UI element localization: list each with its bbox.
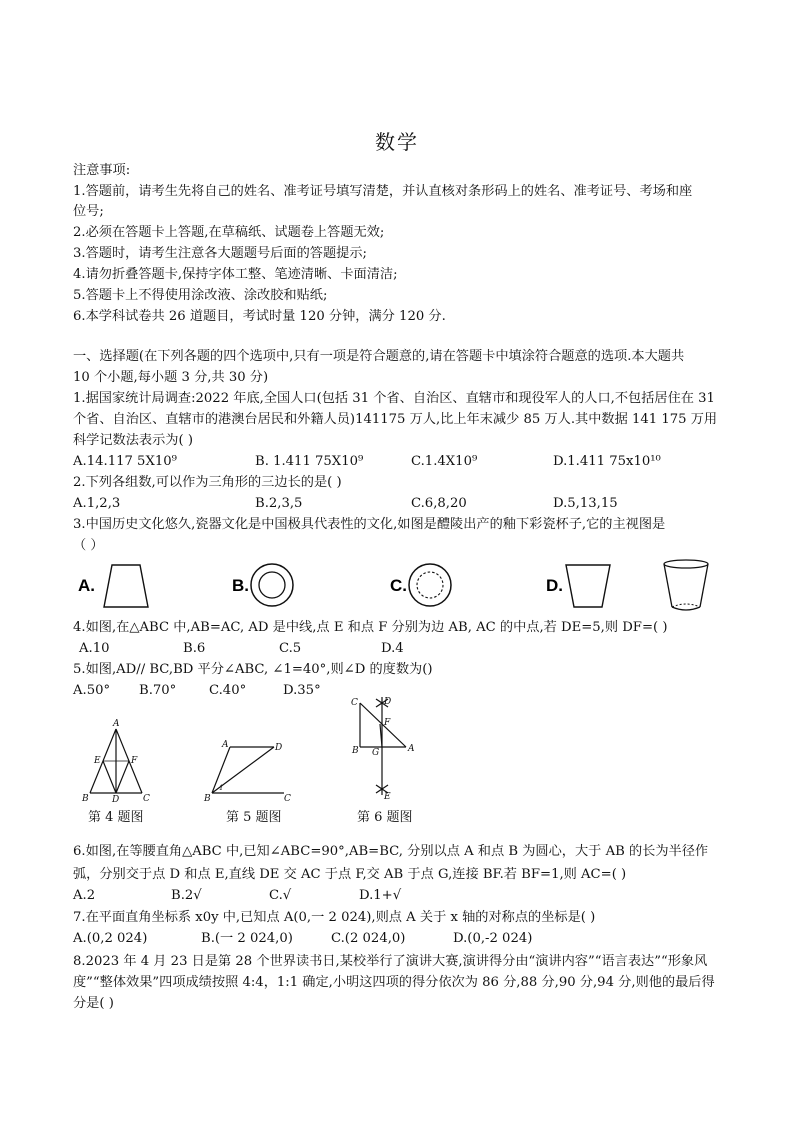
- question-7-options: [73, 931, 723, 947]
- option-d: D.35°: [283, 683, 321, 698]
- notice-heading: 注意事项:: [73, 163, 131, 178]
- figure-4-caption: 第 4 题图: [88, 810, 144, 825]
- angle-label: 1: [219, 784, 224, 792]
- point-label: B: [82, 794, 89, 804]
- trapezoid-shape: [104, 565, 148, 607]
- option-a: A.50°: [73, 683, 111, 698]
- point-label: B: [204, 794, 211, 804]
- point-label: A: [222, 740, 229, 750]
- option-c: C.(2 024,0): [331, 931, 406, 946]
- question-3-text: 3.中国历史文化悠久,瓷器文化是中国极具代表性的文化,如图是醴陵出产的釉下彩瓷杯子,它的主视图是: [73, 517, 666, 532]
- option-d: D.(0,-2 024): [453, 931, 533, 946]
- dashed-circle-shape: [417, 572, 443, 598]
- notice-item: 位号;: [73, 204, 104, 219]
- point-label: A: [408, 744, 415, 754]
- option-a: A.14.117 5X10⁹: [73, 454, 177, 469]
- question-8-text: 分是( ): [73, 996, 114, 1011]
- point-label: D: [275, 743, 283, 753]
- question-6-text: 弧，分别交于点 D 和点 E,直线 DE 交 AC 于点 F,交 AB 于点 G,连接 BF.若 BF=1,则 AC=( ): [73, 867, 627, 882]
- figure-6: [360, 697, 406, 795]
- point-label: D: [384, 697, 392, 707]
- outer-circle-shape: [409, 564, 451, 606]
- question-2-text: 2.下列各组数,可以作为三角形的三边长的是( ): [73, 475, 342, 490]
- point-label: F: [131, 756, 138, 766]
- choice-letter-d: D.: [546, 576, 563, 595]
- point-label: E: [94, 756, 101, 766]
- section-heading-cont: 10 个小题,每小题 3 分,共 30 分): [73, 370, 269, 385]
- question-8-text: 度”“整体效果”四项成绩按照 4:4，1:1 确定,小明这四项的得分依次为 86 分,88 分,90 分,94 分,则他的最后得: [73, 975, 715, 990]
- notice-item: 4.请勿折叠答题卡,保持字体工整、笔迹清晰、卡面清洁;: [73, 267, 398, 282]
- question-7-text: 7.在平面直角坐标系 x0y 中,已知点 A(0,一 2 024),则点 A 关于 x 轴的对称点的坐标是( ): [73, 910, 596, 925]
- option-c: C.40°: [209, 683, 247, 698]
- notice-item: 6.本学科试卷共 26 道题目，考试时量 120 分钟，满分 120 分.: [73, 309, 446, 324]
- inner-circle-shape: [259, 572, 285, 598]
- option-d: D.1.411 75x10¹⁰: [553, 454, 661, 469]
- question-5-text: 5.如图,AD// BC,BD 平分∠ABC, ∠1=40°,则∠D 的度数为(): [73, 662, 433, 677]
- option-b: B. 1.411 75X10⁹: [255, 454, 364, 469]
- option-a: A.1,2,3: [73, 496, 121, 511]
- point-label: C: [351, 698, 358, 708]
- point-label: A: [113, 719, 120, 729]
- option-b: B.(一 2 024,0): [201, 931, 293, 946]
- option-b: B.6: [183, 641, 206, 656]
- question-4-options: [73, 641, 723, 657]
- option-b: B.2,3,5: [255, 496, 303, 511]
- question-6-text: 6.如图,在等腰直角△ABC 中,已知∠ABC=90°,AB=BC, 分别以点 A 和点 B 为圆心，大于 AB 的长为半径作: [73, 844, 709, 859]
- option-b: B.2√: [171, 888, 202, 903]
- point-label: E: [384, 792, 391, 802]
- option-b: B.70°: [139, 683, 177, 698]
- point-label: B: [352, 746, 359, 756]
- question-6-options: [73, 888, 723, 904]
- choice-letter-a: A.: [78, 576, 95, 595]
- question-1-text: 1.据国家统计局调查:2022 年底,全国人口(包括 31 个省、自治区、直辖市和现役军人的人口,不包括居住在 31: [73, 391, 715, 406]
- page-title: 数学: [375, 130, 419, 154]
- question-1-text: 科学记数法表示为( ): [73, 433, 193, 448]
- question-1-text: 个省、自治区、直辖市的港澳台居民和外籍人员)141175 万人,比上年末减少 85 万人.其中数据 141 175 万用: [73, 412, 718, 427]
- choice-letter-b: B.: [232, 576, 249, 595]
- question-2-options: [73, 496, 723, 512]
- point-label: D: [112, 795, 120, 805]
- question-3-text: （ ）: [73, 538, 104, 553]
- option-a: A.10: [79, 641, 110, 656]
- section-heading: 一、选择题(在下列各题的四个选项中,只有一项是符合题意的,请在答题卡中填涂符合题意的选项.本大题共: [73, 349, 685, 364]
- point-label: C: [143, 794, 150, 804]
- inverted-trapezoid-shape: [566, 565, 610, 607]
- notice-item: 2.必须在答题卡上答题,在草稿纸、试题卷上答题无效;: [73, 225, 385, 240]
- notice-item: 1.答题前，请考生先将自己的姓名、准考证号填写清楚，并认直核对条形码上的姓名、准考证号、考场和座: [73, 184, 693, 199]
- cup-picture: [664, 560, 708, 610]
- question-1-options: [73, 454, 723, 470]
- option-a: A.(0,2 024): [73, 931, 148, 946]
- option-d: D.4: [381, 641, 404, 656]
- geometry-figures: [70, 695, 440, 807]
- question-3-figures: [60, 555, 740, 617]
- notice-item: 5.答题卡上不得使用涂改液、涂改胶和贴纸;: [73, 288, 328, 303]
- point-label: F: [384, 718, 391, 728]
- notice-item: 3.答题时，请考生注意各大题题号后面的答题提示;: [73, 246, 367, 261]
- choice-letter-c: C.: [390, 576, 407, 595]
- point-label: G: [372, 748, 380, 758]
- outer-circle-shape: [251, 564, 293, 606]
- option-d: D.1+√: [359, 888, 402, 903]
- question-4-text: 4.如图,在△ABC 中,AB=AC, AD 是中线,点 E 和点 F 分别为边 AB, AC 的中点,若 DE=5,则 DF=( ): [73, 620, 668, 635]
- question-8-text: 8.2023 年 4 月 23 日是第 28 个世界读书日,某校举行了演讲大赛,演讲得分由“演讲内容”“语言表达”“形象风: [73, 954, 708, 969]
- option-a: A.2: [73, 888, 96, 903]
- option-c: C.√: [269, 888, 292, 903]
- figure-6-caption: 第 6 题图: [357, 810, 413, 825]
- option-d: D.5,13,15: [553, 496, 618, 511]
- option-c: C.6,8,20: [411, 496, 467, 511]
- point-label: C: [284, 794, 291, 804]
- option-c: C.1.4X10⁹: [411, 454, 478, 469]
- option-c: C.5: [279, 641, 302, 656]
- figure-5-caption: 第 5 题图: [226, 810, 282, 825]
